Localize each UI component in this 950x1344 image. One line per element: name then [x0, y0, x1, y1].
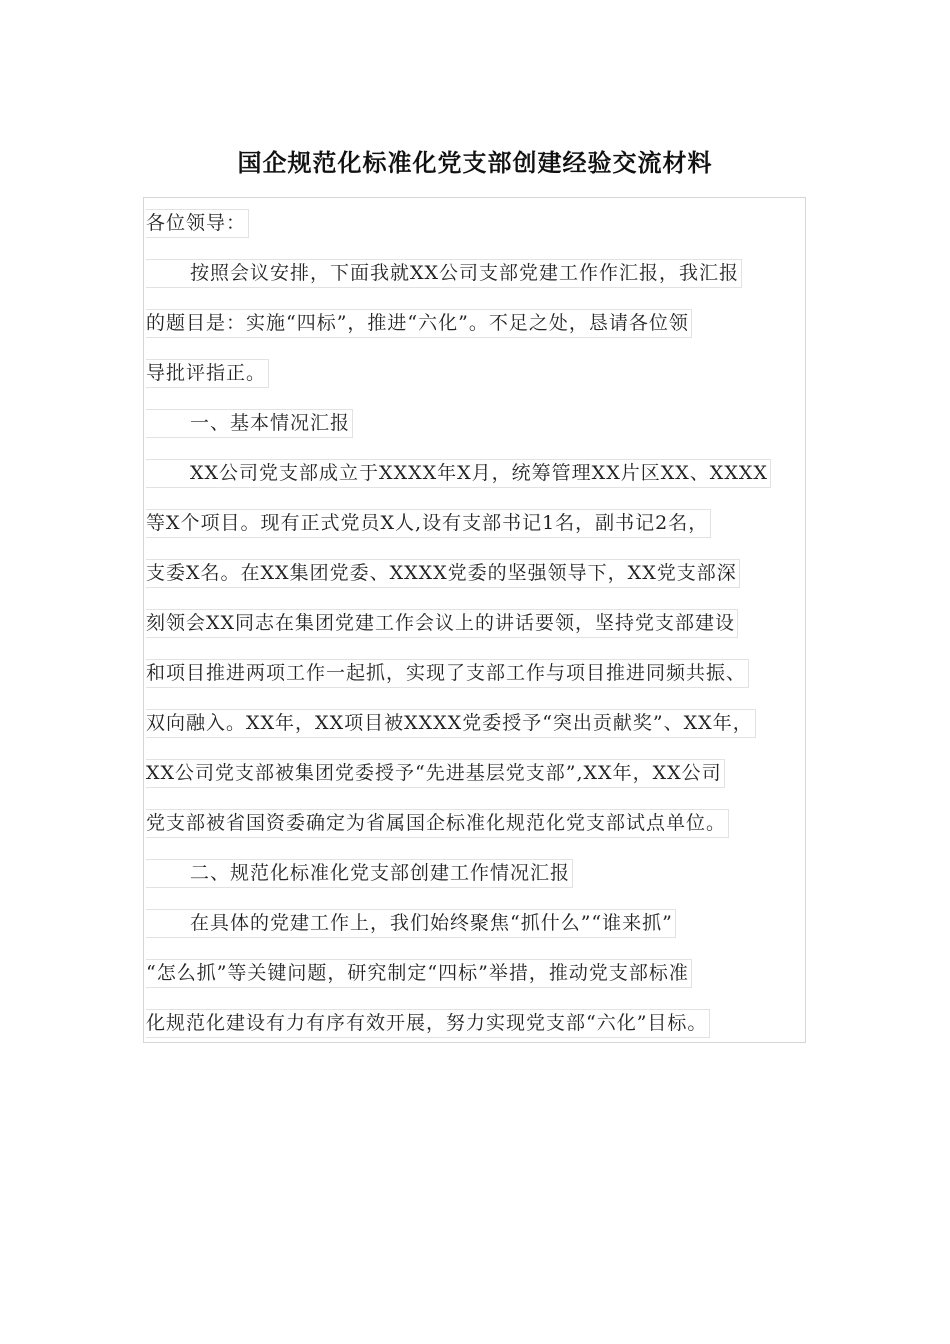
text-line: 导批评指正。 — [146, 359, 269, 388]
text-line: 支委X名。在XX集团党委、XXXX党委的坚强领导下，XX党支部深 — [146, 559, 740, 588]
text-line: 的题目是：实施“四标”，推进“六化”。不足之处，恳请各位领 — [146, 309, 692, 338]
document-title: 国企规范化标准化党支部创建经验交流材料 — [237, 149, 713, 177]
text-line: 等X个项目。现有正式党员X人,设有支部书记1名，副书记2名， — [146, 509, 711, 538]
text-line: 按照会议安排，下面我就XX公司支部党建工作作汇报，我汇报 — [146, 259, 742, 288]
section-heading-2: 二、规范化标准化党支部创建工作情况汇报 — [146, 859, 573, 888]
text-line: 和项目推进两项工作一起抓，实现了支部工作与项目推进同频共振、 — [146, 659, 749, 688]
text-line: 双向融入。XX年，XX项目被XXXX党委授予“突出贡献奖”、XX年， — [146, 709, 756, 738]
text-line: XX公司党支部被集团党委授予“先进基层党支部”,XX年，XX公司 — [146, 759, 725, 788]
text-line-salutation: 各位领导： — [146, 209, 249, 238]
text-line: 在具体的党建工作上，我们始终聚焦“抓什么”“谁来抓” — [146, 909, 676, 938]
text-line: 党支部被省国资委确定为省属国企标准化规范化党支部试点单位。 — [146, 809, 729, 838]
text-line: “怎么抓”等关键问题，研究制定“四标”举措，推动党支部标准 — [146, 959, 692, 988]
text-line: 刻领会XX同志在集团党建工作会议上的讲话要领，坚持党支部建设 — [146, 609, 738, 638]
text-line: XX公司党支部成立于XXXX年X月，统筹管理XX片区XX、XXXX — [146, 459, 771, 488]
section-heading-1: 一、基本情况汇报 — [146, 409, 353, 438]
text-line: 化规范化建设有力有序有效开展，努力实现党支部“六化”目标。 — [146, 1009, 710, 1038]
